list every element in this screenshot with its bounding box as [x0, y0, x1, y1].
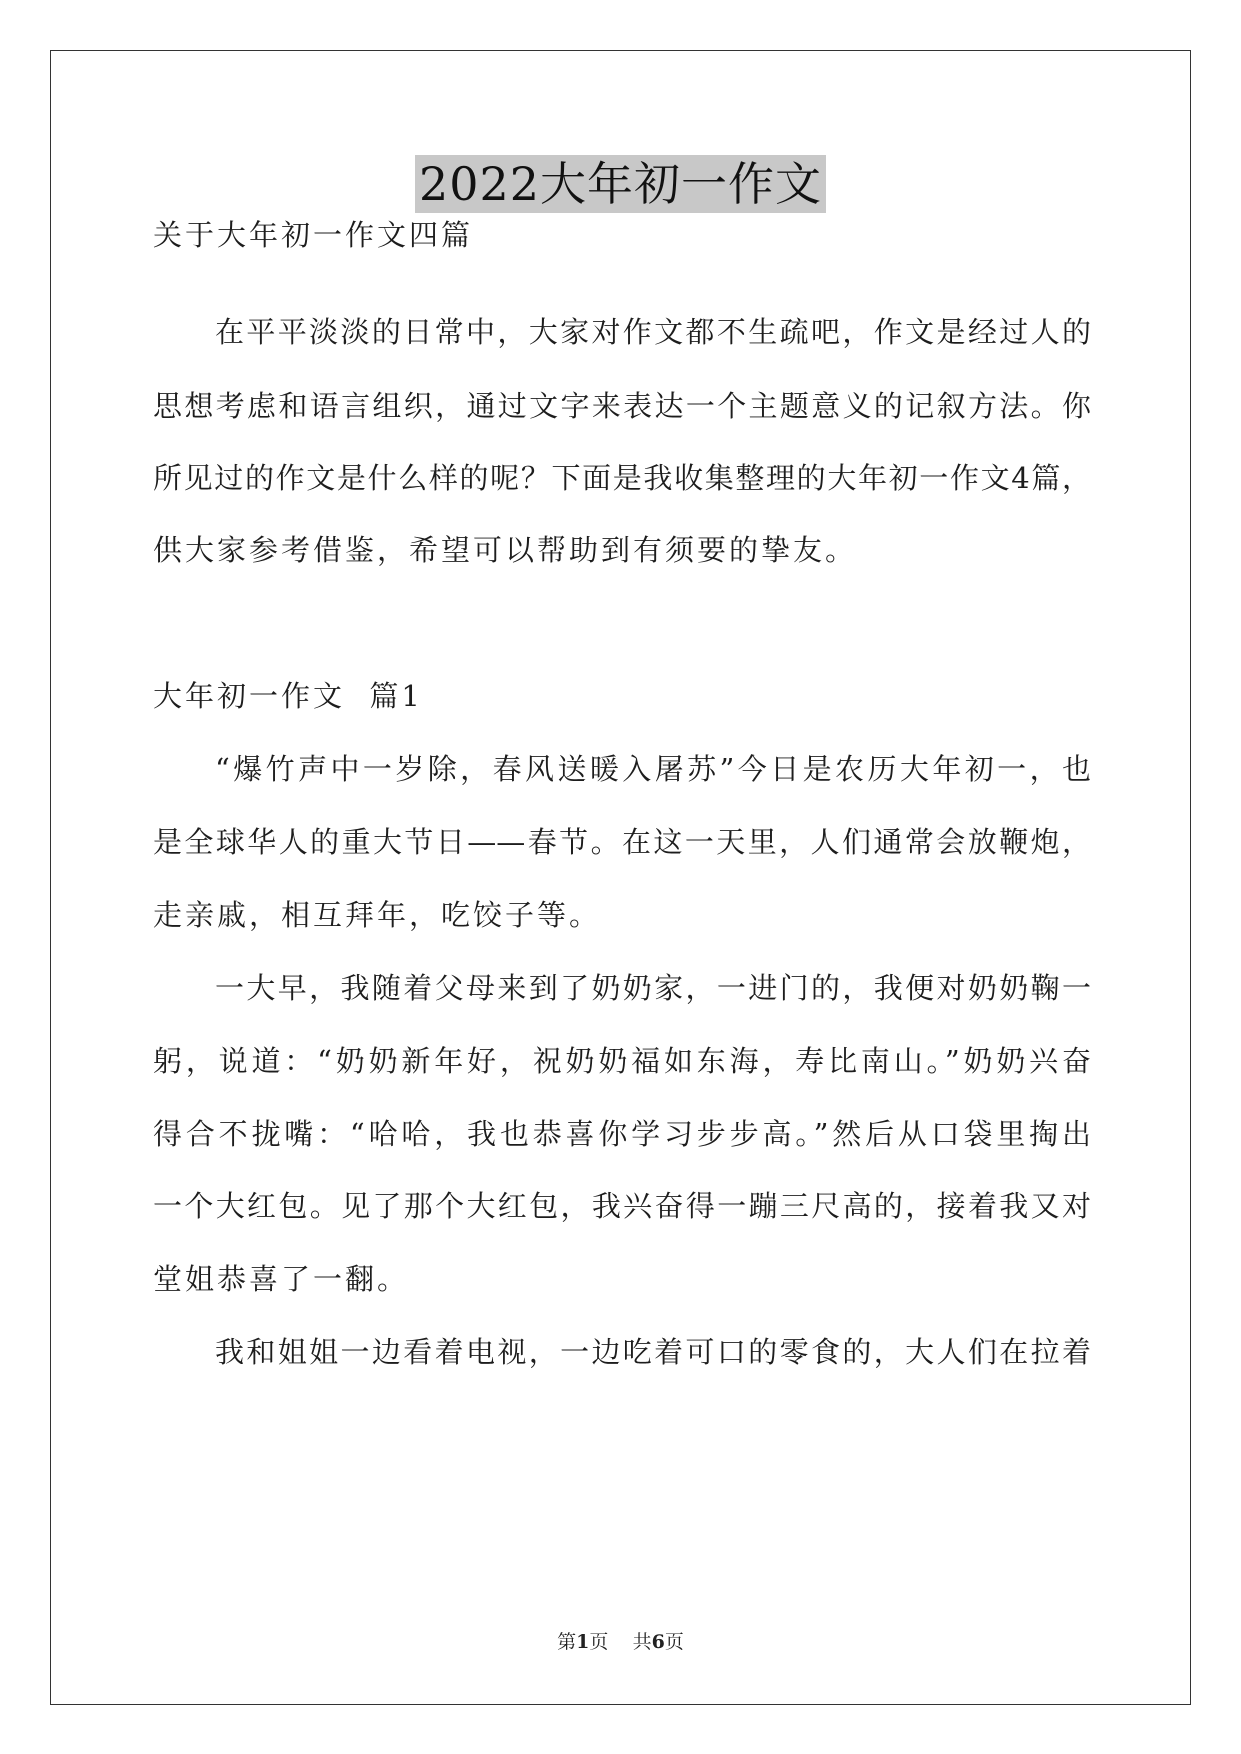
paragraph-line: 得合不拢嘴：“哈哈，我也恭喜你学习步步高。”然后从口袋里掏出 — [153, 1117, 1091, 1151]
page-footer — [0, 1627, 1241, 1654]
intro-line: 所见过的作文是什么样的呢？下面是我收集整理的大年初一作文4篇， — [153, 461, 1091, 495]
paragraph-line: 是全球华人的重大节日——春节。在这一天里，人们通常会放鞭炮， — [153, 825, 1091, 859]
paragraph-line: 躬，说道：“奶奶新年好，祝奶奶福如东海，寿比南山。”奶奶兴奋 — [153, 1044, 1091, 1078]
title-container — [0, 155, 1241, 213]
page-prefix: 第 — [557, 1631, 577, 1653]
page-border — [50, 50, 1191, 1705]
paragraph-line: 一大早，我随着父母来到了奶奶家，一进门的，我便对奶奶鞠一 — [215, 971, 1091, 1005]
paragraph-line: 我和姐姐一边看着电视，一边吃着可口的零食的，大人们在拉着 — [215, 1335, 1091, 1369]
document-title: 2022大年初一作文 — [415, 155, 826, 213]
page-mid: 页 共 — [589, 1631, 652, 1653]
paragraph-line: 走亲戚，相互拜年，吃饺子等。 — [153, 898, 602, 932]
paragraph-line: 堂姐恭喜了一翻。 — [153, 1262, 410, 1296]
total-page-number: 6 — [651, 1631, 665, 1653]
section-heading: 大年初一作文 篇1 — [153, 679, 423, 713]
paragraph-line: 一个大红包。见了那个大红包，我兴奋得一蹦三尺高的，接着我又对 — [153, 1189, 1091, 1223]
paragraph-line: “爆竹声中一岁除，春风送暖入屠苏”今日是农历大年初一，也 — [215, 752, 1091, 786]
page-suffix: 页 — [664, 1631, 684, 1653]
intro-line: 思想考虑和语言组织，通过文字来表达一个主题意义的记叙方法。你 — [153, 389, 1091, 423]
intro-line: 在平平淡淡的日常中，大家对作文都不生疏吧，作文是经过人的 — [215, 315, 1091, 349]
document-subtitle: 关于大年初一作文四篇 — [153, 218, 474, 252]
intro-line: 供大家参考借鉴，希望可以帮助到有须要的挚友。 — [153, 533, 858, 567]
current-page-number: 1 — [576, 1631, 590, 1653]
